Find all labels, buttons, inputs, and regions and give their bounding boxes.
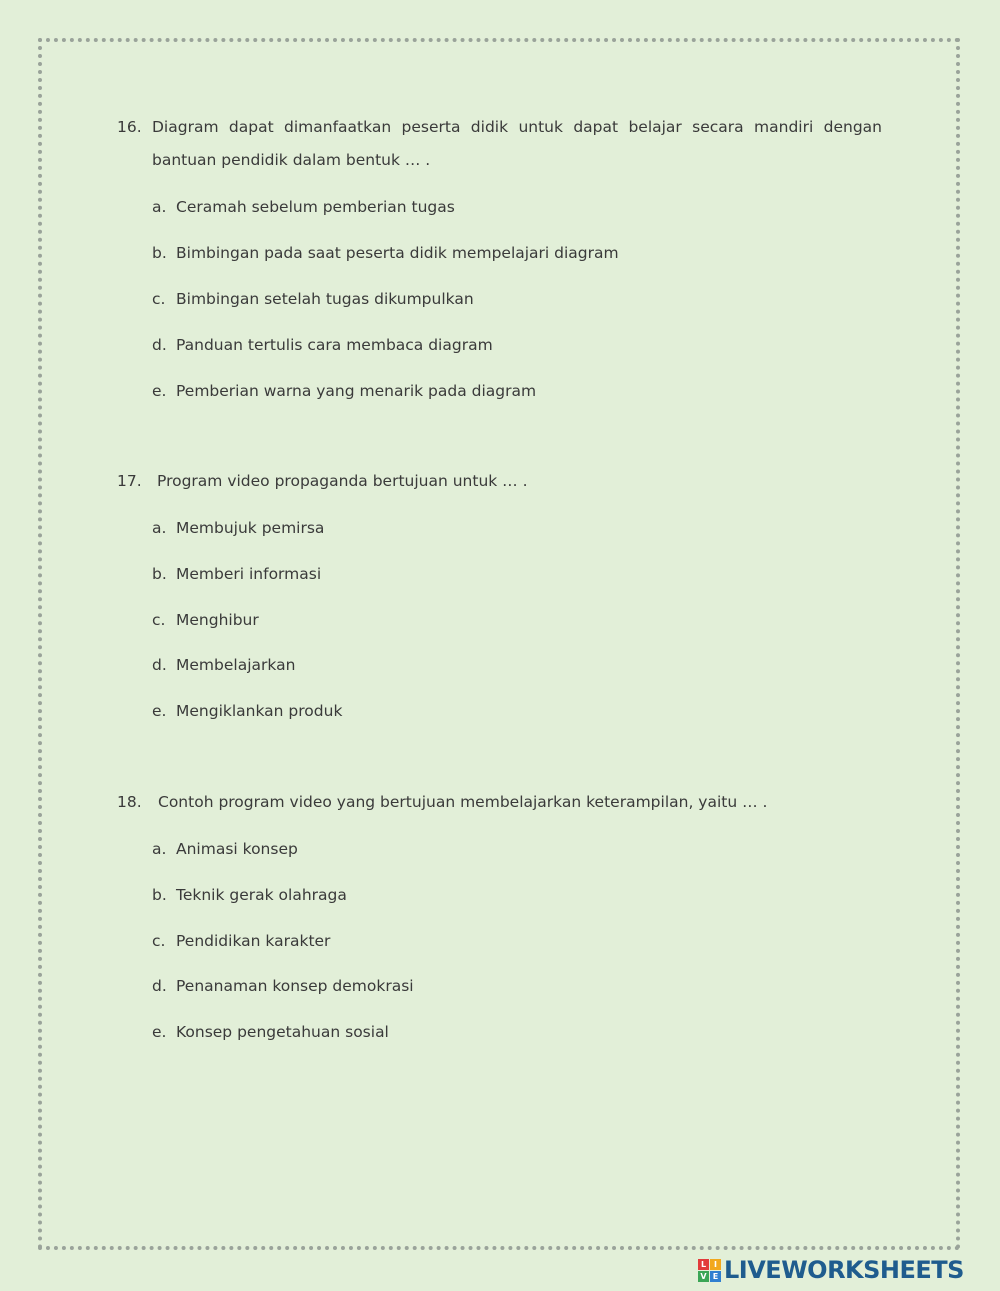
option-letter: b. bbox=[152, 565, 167, 583]
option-text: Memberi informasi bbox=[176, 565, 322, 583]
option-letter: b. bbox=[152, 244, 167, 262]
option-text: Animasi konsep bbox=[176, 840, 298, 858]
option-16-e[interactable] bbox=[152, 380, 536, 402]
option-17-b[interactable] bbox=[152, 563, 321, 585]
watermark-text: LIVEWORKSHEETS bbox=[724, 1256, 964, 1284]
option-letter: a. bbox=[152, 840, 167, 858]
option-text: Membujuk pemirsa bbox=[176, 519, 325, 537]
option-17-a[interactable] bbox=[152, 517, 324, 539]
option-letter: d. bbox=[152, 656, 167, 674]
option-text: Pendidikan karakter bbox=[176, 932, 331, 950]
option-letter: e. bbox=[152, 1023, 167, 1041]
option-18-a[interactable] bbox=[152, 838, 298, 860]
option-text: Membelajarkan bbox=[176, 656, 296, 674]
option-text: Konsep pengetahuan sosial bbox=[176, 1023, 389, 1041]
option-letter: e. bbox=[152, 702, 167, 720]
logo-letter: L bbox=[698, 1259, 709, 1270]
option-letter: c. bbox=[152, 290, 166, 308]
question-number: 18. bbox=[117, 793, 142, 811]
option-18-c[interactable] bbox=[152, 930, 330, 952]
option-text: Penanaman konsep demokrasi bbox=[176, 977, 414, 995]
option-17-d[interactable] bbox=[152, 654, 295, 676]
option-letter: d. bbox=[152, 336, 167, 354]
option-16-d[interactable] bbox=[152, 334, 493, 356]
option-text: Bimbingan pada saat peserta didik mempelajari diagram bbox=[176, 244, 619, 262]
option-letter: c. bbox=[152, 611, 166, 629]
option-16-a[interactable] bbox=[152, 196, 455, 218]
page-border bbox=[38, 38, 960, 1250]
option-letter: b. bbox=[152, 886, 167, 904]
option-text: Ceramah sebelum pemberian tugas bbox=[176, 198, 455, 216]
option-17-c[interactable] bbox=[152, 609, 259, 631]
logo-letter: I bbox=[710, 1259, 721, 1270]
question-16 bbox=[117, 111, 882, 177]
option-18-e[interactable] bbox=[152, 1021, 389, 1043]
liveworksheets-logo-icon bbox=[698, 1259, 721, 1282]
option-16-b[interactable] bbox=[152, 242, 619, 264]
option-text: Panduan tertulis cara membaca diagram bbox=[176, 336, 493, 354]
option-letter: e. bbox=[152, 382, 167, 400]
option-letter: d. bbox=[152, 977, 167, 995]
option-text: Bimbingan setelah tugas dikumpulkan bbox=[176, 290, 474, 308]
question-17 bbox=[117, 465, 882, 498]
option-18-d[interactable] bbox=[152, 975, 414, 997]
option-letter: c. bbox=[152, 932, 166, 950]
option-18-b[interactable] bbox=[152, 884, 347, 906]
option-letter: a. bbox=[152, 519, 167, 537]
option-16-c[interactable] bbox=[152, 288, 474, 310]
option-text: Pemberian warna yang menarik pada diagram bbox=[176, 382, 537, 400]
question-text: Contoh program video yang bertujuan membelajarkan keterampilan, yaitu … . bbox=[158, 793, 768, 811]
option-text: Teknik gerak olahraga bbox=[176, 886, 347, 904]
option-text: Mengiklankan produk bbox=[176, 702, 343, 720]
question-text: Diagram dapat dimanfaatkan peserta didik untuk dapat belajar secara mandiri dengan bantuan pendidik dalam bentuk … . bbox=[152, 118, 882, 169]
option-text: Menghibur bbox=[176, 611, 259, 629]
logo-letter: E bbox=[710, 1271, 721, 1282]
option-17-e[interactable] bbox=[152, 700, 342, 722]
question-18 bbox=[117, 786, 882, 819]
question-text: Program video propaganda bertujuan untuk … . bbox=[157, 472, 528, 490]
liveworksheets-watermark bbox=[698, 1256, 964, 1284]
question-number: 16. bbox=[117, 118, 142, 136]
question-number: 17. bbox=[117, 472, 142, 490]
option-letter: a. bbox=[152, 198, 167, 216]
logo-letter: V bbox=[698, 1271, 709, 1282]
